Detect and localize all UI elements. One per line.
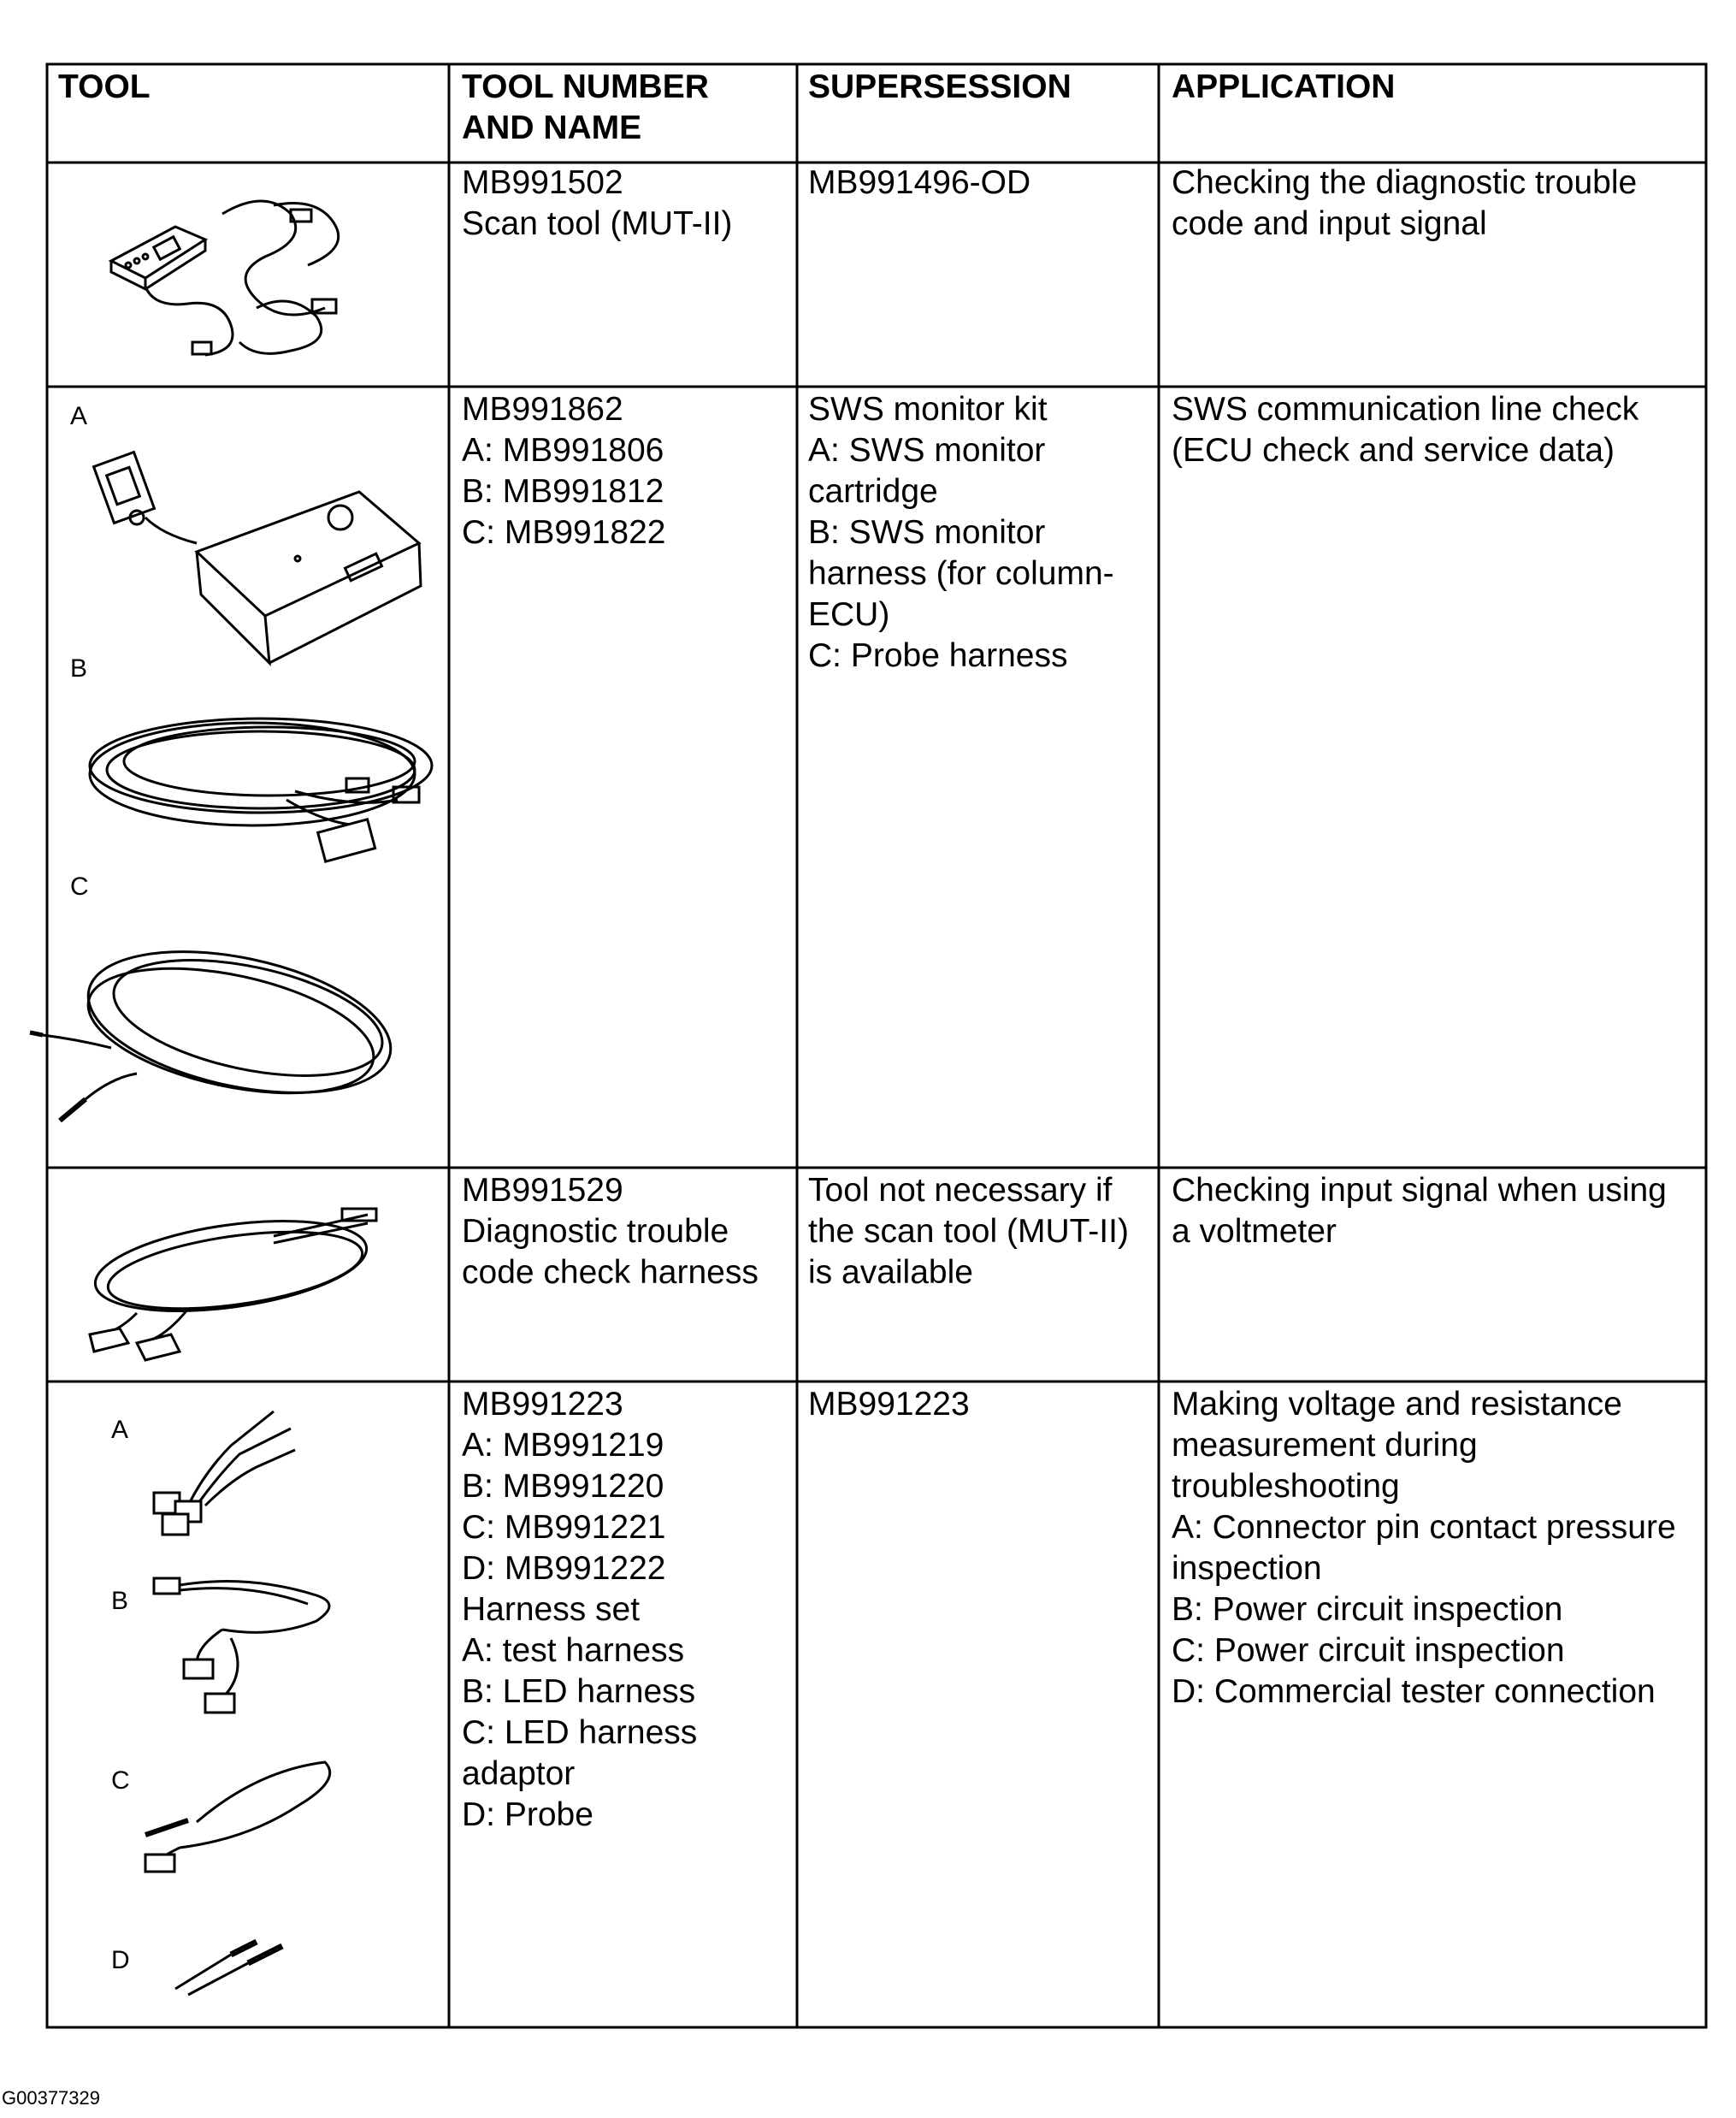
- row2-label-a: A: [70, 402, 88, 430]
- row3-application: Checking input signal when using a voltmeter: [1172, 1172, 1667, 1250]
- sws-monitor-cartridge-illustration: [86, 441, 428, 671]
- row1-tool-number-and-name: MB991502 Scan tool (MUT-II): [462, 164, 733, 242]
- header-tool-number-and-name: TOOL NUMBER AND NAME: [462, 68, 709, 146]
- header-supersession: SUPERSESSION: [808, 68, 1072, 105]
- row2-label-b: B: [70, 654, 88, 683]
- row4-label-c: C: [111, 1766, 130, 1795]
- probe-illustration: [171, 1933, 308, 2002]
- row2-label-c: C: [70, 873, 89, 901]
- row4-label-b: B: [111, 1587, 129, 1615]
- led-harness-adaptor-illustration: [128, 1754, 351, 1882]
- header-tool: TOOL: [58, 68, 151, 105]
- row4-tool-number-and-name: MB991223 A: MB991219 B: MB991220 C: MB991221 D: MB991222 Harness set A: test harness B: LED harness C: LED harness adaptor D: Probe: [462, 1386, 698, 1833]
- row4-label-a: A: [111, 1416, 129, 1444]
- row1-supersession: MB991496-OD: [808, 164, 1031, 201]
- header-application: APPLICATION: [1172, 68, 1396, 105]
- figure-code: G00377329: [2, 2087, 100, 2109]
- row4-application: Making voltage and resistance measurement during troubleshooting A: Connector pin contact pressure inspection B: Power circuit inspection C: Power circuit inspection D: Commercial tester connection: [1172, 1386, 1676, 1710]
- scan-tool-illustration: [94, 180, 376, 368]
- row2-application: SWS communication line check (ECU check and service data): [1172, 391, 1639, 469]
- row4-supersession: MB991223: [808, 1386, 970, 1423]
- row1-application: Checking the diagnostic trouble code and input signal: [1172, 164, 1638, 242]
- led-harness-illustration: [145, 1570, 351, 1724]
- probe-harness-illustration: [26, 928, 402, 1142]
- test-harness-illustration: [137, 1394, 325, 1540]
- check-harness-illustration: [86, 1185, 393, 1364]
- row4-label-d: D: [111, 1946, 130, 1974]
- sws-monitor-harness-illustration: [73, 697, 466, 868]
- row3-tool-number-and-name: MB991529 Diagnostic trouble code check harness: [462, 1172, 759, 1291]
- row2-tool-number-and-name: MB991862 A: MB991806 B: MB991812 C: MB991822: [462, 391, 666, 551]
- row3-supersession: Tool not necessary if the scan tool (MUT-II) is available: [808, 1172, 1129, 1291]
- row2-supersession: SWS monitor kit A: SWS monitor cartridge B: SWS monitor harness (for column- ECU) C: Probe harness: [808, 391, 1114, 674]
